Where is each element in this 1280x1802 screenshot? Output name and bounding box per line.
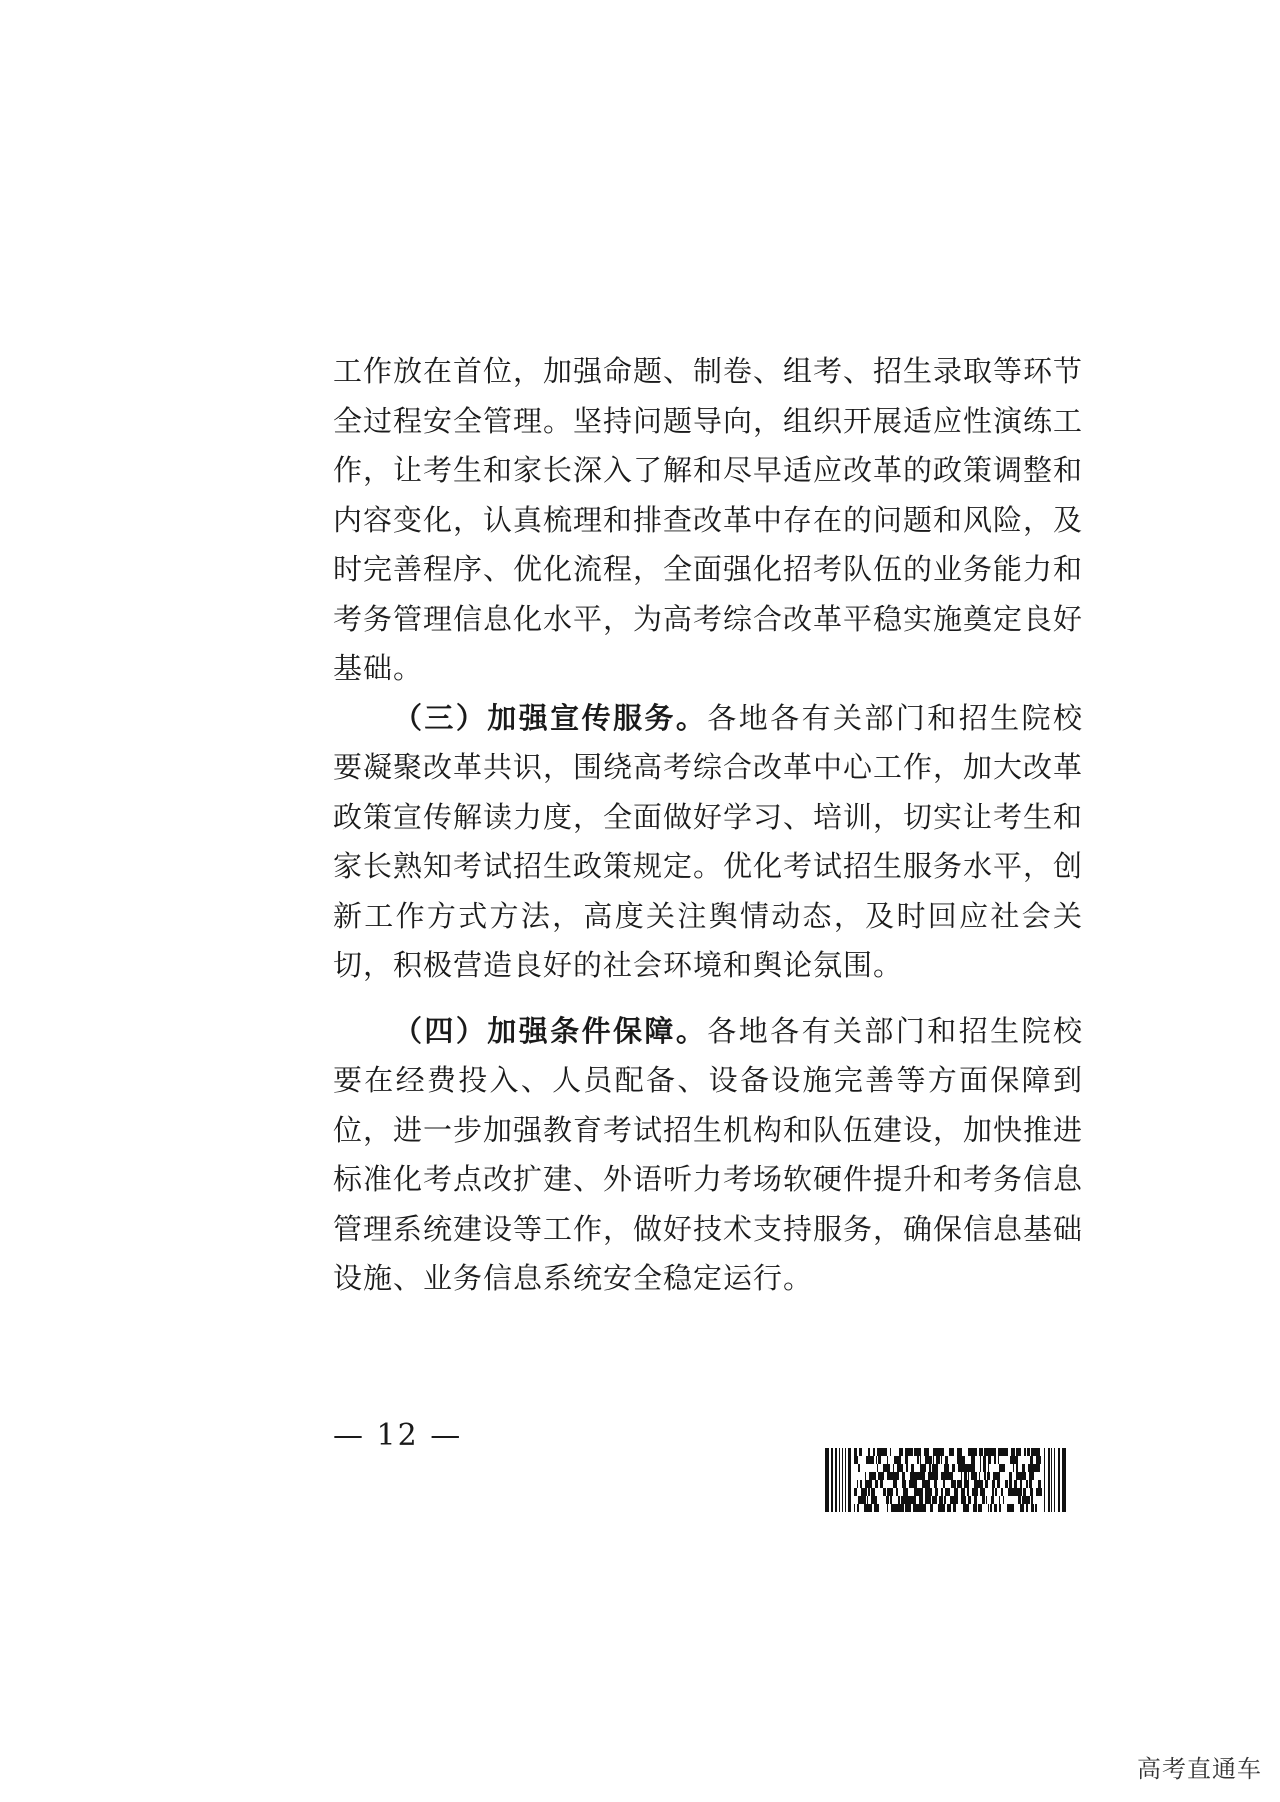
- paragraph-text: 各地各有关部门和招生院校要凝聚改革共识，围绕高考综合改革中心工作，加大改革政策宣传解读力度，全面做好学习、培训，切实让考生和家长熟知考试招生政策规定。优化考试招生服务水平，创新工作方式方法，高度关注舆情动态，及时回应社会关切，积极营造良好的社会环境和舆论氛围。: [333, 700, 1084, 982]
- paragraph-continuation: [333, 347, 1083, 694]
- paragraph-heading: （三）加强宣传服务。: [393, 700, 708, 735]
- paragraph-publicity-service: [333, 694, 1083, 991]
- page-number: — 12 —: [333, 1418, 463, 1453]
- pdf417-barcode-icon: [825, 1448, 1066, 1512]
- paragraph-heading: （四）加强条件保障。: [393, 1013, 708, 1048]
- paragraph-condition-support: [333, 1007, 1083, 1304]
- paragraph-text: 各地各有关部门和招生院校要在经费投入、人员配备、设备设施完善等方面保障到位，进一步加强教育考试招生机构和队伍建设，加快推进标准化考点改扩建、外语听力考场软硬件提升和考务信息管理系统建设等工作，做好技术支持服务，确保信息基础设施、业务信息系统安全稳定运行。: [333, 1013, 1084, 1295]
- watermark: 高考直通车: [1137, 1755, 1262, 1783]
- paragraph-text: 工作放在首位，加强命题、制卷、组考、招生录取等环节全过程安全管理。坚持问题导向，组织开展适应性演练工作，让考生和家长深入了解和尽早适应改革的政策调整和内容变化，认真梳理和排查改革中存在的问题和风险，及时完善程序、优化流程，全面强化招考队伍的业务能力和考务管理信息化水平，为高考综合改革平稳实施奠定良好基础。: [333, 354, 1084, 685]
- document-body: [333, 347, 1083, 1304]
